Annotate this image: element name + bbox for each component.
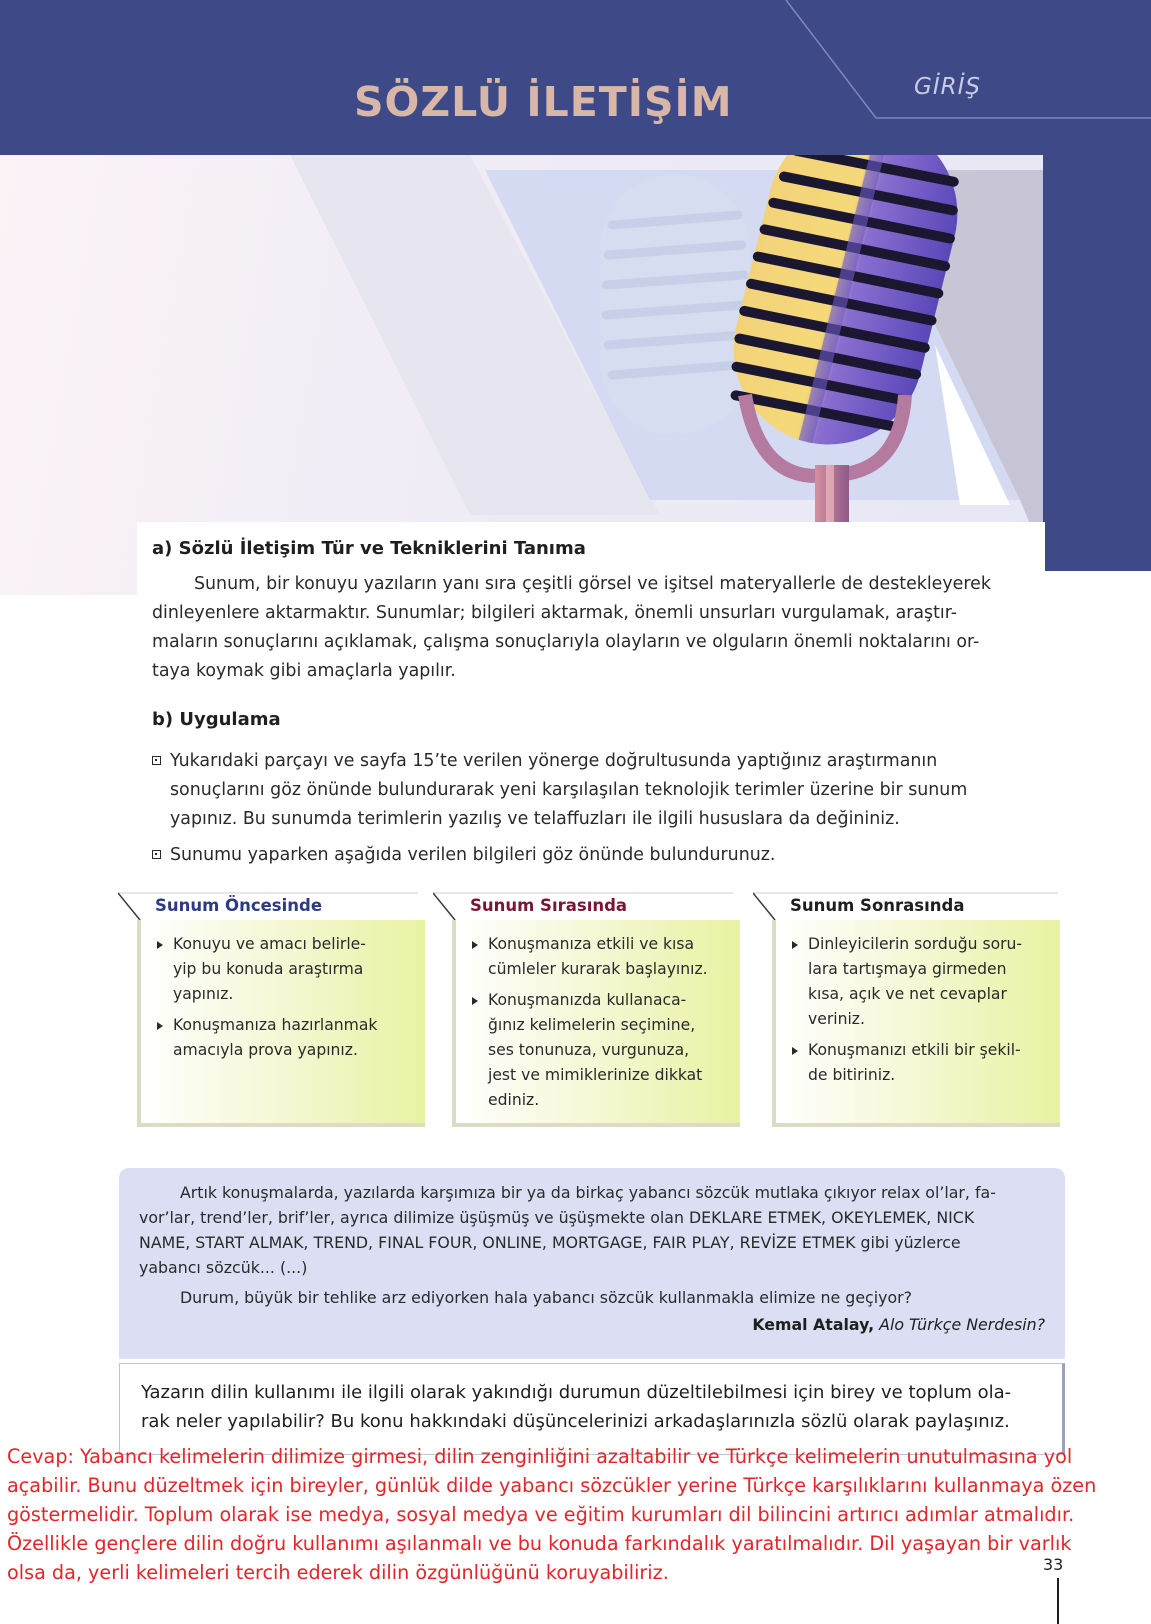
list-item: Konuşmanıza hazırlanmak amacıyla prova yapınız. — [153, 1013, 413, 1063]
triangle-bullet-icon — [792, 941, 798, 949]
column-box-after — [772, 920, 1060, 1127]
triangle-bullet-icon — [792, 1047, 798, 1055]
paragraph-line: taya koymak gibi amaçlarla yapılır. — [152, 661, 456, 681]
bullet-item — [152, 747, 1028, 837]
paragraph-line: maların sonuçlarını açıklamak, çalışma sonuçlarıyla olayların ve olguların önemli noktalarını or- — [152, 632, 980, 652]
list-item: Dinleyicilerin sorduğu soru- lara tartışmaya girmeden kısa, açık ve net cevaplar veriniz. — [788, 932, 1048, 1032]
header-decor-lines — [780, 0, 1151, 125]
answer-line: açabilir. Bunu düzeltmek için bireyler, günlük dilde yabancı sözcükler yerine Türkçe karşılıklarını kullanmaya özen — [7, 1474, 1097, 1497]
page-number: 33 — [1043, 1555, 1064, 1574]
list-item: Konuyu ve amacı belirle- yip bu konuda araştırma yapınız. — [153, 932, 413, 1007]
column-title-during: Sunum Sırasında — [470, 896, 628, 915]
answer-line: göstermelidir. Toplum olarak ise medya, sosyal medya ve eğitim kurumları dil bilincini artırıcı adımlar atmalıdır. — [7, 1503, 1075, 1526]
question-text: Yazarın dilin kullanımı ile ilgili olarak yakındığı durumun düzeltilebilmesi için birey ve toplum ola- rak neler yapılabilir? Bu konu hakkındaki düşüncelerinizi arkadaşlarınızla sözlü olarak paylaşınız. — [141, 1382, 1012, 1432]
answer-line: Özellikle gençlere dilin doğru kullanımı aşılanmalı ve bu konuda farkındalık yaratılmalıdır. Dil yaşayan bir varlık — [7, 1532, 1072, 1555]
triangle-bullet-icon — [157, 941, 163, 949]
column-box-during — [452, 920, 740, 1127]
quote-box — [119, 1168, 1065, 1359]
section-a-paragraph — [152, 570, 1028, 686]
triangle-bullet-icon — [472, 941, 478, 949]
column-title-before: Sunum Öncesinde — [155, 896, 323, 915]
section-tag: GİRİŞ — [914, 74, 981, 100]
column-box-before — [137, 920, 425, 1127]
bullet-text: Sunumu yaparken aşağıda verilen bilgileri göz önünde bulundurunuz. — [170, 845, 776, 865]
square-bullet-icon — [152, 850, 161, 859]
section-a-heading: a) Sözlü İletişim Tür ve Tekniklerini Tanıma — [152, 538, 586, 559]
quote-author: Kemal Atalay, — [752, 1315, 875, 1334]
paragraph-line: Sunum, bir konuyu yazıların yanı sıra çeşitli görsel ve işitsel materyallerle de destekleyerek — [194, 574, 991, 594]
square-bullet-icon — [152, 756, 161, 765]
answer-line: olsa da, yerli kelimeleri tercih ederek dilin özgünlüğünü koruyabiliriz. — [7, 1561, 669, 1584]
page-title: SÖZLÜ İLETİŞİM — [354, 78, 733, 126]
triangle-bullet-icon — [472, 997, 478, 1005]
list-item: Konuşmanızda kullanaca- ğınız kelimelerin seçimine, ses tonunuza, vurgunuza, jest ve mimiklerinize dikkat ediniz. — [468, 988, 728, 1113]
triangle-bullet-icon — [157, 1022, 163, 1030]
bullet-text: Yukarıdaki parçayı ve sayfa 15’te verilen yönerge doğrultusunda yaptığınız araştırmanın sonuçlarını göz önünde bulundurarak yeni karşılaşılan teknolojik terimler üzerine bir sunum yapınız. Bu sunumda terimlerin yazılış ve telaffuzları ile ilgili hususlara da değininiz. — [170, 751, 968, 829]
quote-source — [752, 1315, 1045, 1334]
page-number-rule — [1057, 1578, 1059, 1624]
quote-work: Alo Türkçe Nerdesin? — [879, 1315, 1045, 1334]
answer-text — [7, 1442, 1142, 1587]
column-title-after: Sunum Sonrasında — [790, 896, 965, 915]
quote-paragraph: Artık konuşmalarda, yazılarda karşımıza bir ya da birkaç yabancı sözcük mutlaka çıkıyor relax ol’lar, fa- vor’lar, trend’ler, brif’ler, ayrıca dilimize üşüşmüş ve üşüşmekte olan DEKLARE ETMEK, OKEYLEMEK, NICK NAME, START ALMAK, TREND, FINAL FOUR, ONLINE, MORTGAGE, FAIR PLAY, REVİZE ETMEK gibi yüzlerce yabancı sözcük... (...) — [139, 1183, 996, 1277]
list-item: Konuşmanızı etkili bir şekil- de bitiriniz. — [788, 1038, 1048, 1088]
list-item: Konuşmanıza etkili ve kısa cümleler kurarak başlayınız. — [468, 932, 728, 982]
answer-line: Cevap: Yabancı kelimelerin dilimize girmesi, dilin zenginliğini azaltabilir ve Türkçe kelimelerin unutulmasına yol — [7, 1445, 1073, 1468]
right-decor-band — [1043, 150, 1151, 571]
bullet-item — [152, 841, 1028, 871]
quote-paragraph: Durum, büyük bir tehlike arz ediyorken hala yabancı sözcük kullanmakla elimize ne geçiyor? — [180, 1288, 913, 1307]
paragraph-line: dinleyenlere aktarmaktır. Sunumlar; bilgileri aktarmak, önemli unsurları vurgulamak, araştır- — [152, 603, 958, 623]
section-b-heading: b) Uygulama — [152, 709, 281, 730]
